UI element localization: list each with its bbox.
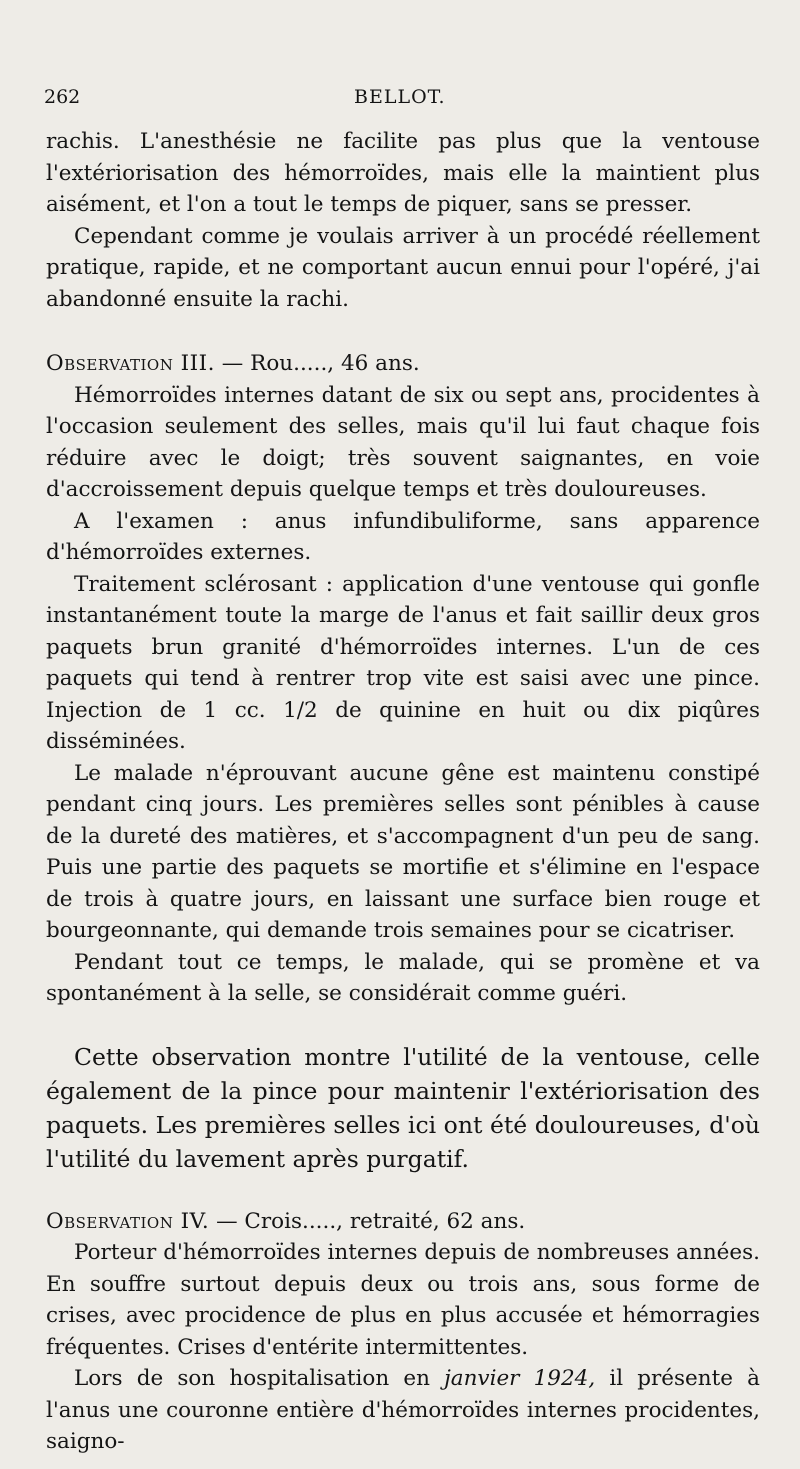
running-head-title: BELLOT. bbox=[354, 86, 446, 108]
observation-4-hospitalisation bbox=[46, 1363, 760, 1458]
page-number: 262 bbox=[44, 86, 81, 108]
observation-4-patient: — Crois....., retraité, 62 ans. bbox=[209, 1208, 526, 1234]
observation-3-heading bbox=[46, 348, 760, 380]
observation-3-outcome: Pendant tout ce temps, le malade, qui se promène et va spontanément à la selle, se considérait comme guéri. bbox=[46, 949, 760, 1006]
observation-3-patient: — Rou....., 46 ans. bbox=[214, 351, 420, 376]
paragraph-rachis: rachis. L'anesthésie ne facilite pas plus que la ventouse l'extériorisation des hémorroïdes, mais elle la maintient plus aisément, et l'on a tout le temps de piquer, sans se presser. bbox=[46, 129, 760, 217]
observation-3-course: Le malade n'éprouvant aucune gêne est maintenu constipé pendant cinq jours. Les premières selles sont pénibles à cause de la dureté des matières, et s'accompagnent d'un peu de sang. Puis une partie des paquets se mortifie et s'élimine en l'espace de trois à quatre jours, en laissant une surface bien rouge et bourgeonnante, qui demande trois semaines pour se cicatriser. bbox=[46, 760, 760, 943]
observation-3-history: Hémorroïdes internes datant de six ou sept ans, procidentes à l'occasion seulement des selles, mais qu'il lui faut chaque fois réduire avec le doigt; très souvent saignantes, en voie d'accroissement depuis quelque temps et très douloureuses. bbox=[46, 382, 760, 502]
commentary-paragraph: Cette observation montre l'utilité de la ventouse, celle également de la pince pour maintenir l'extériorisation des paquets. Les premières selles ici ont été douloureuses, d'où l'utilité du lavement après purgatif. bbox=[46, 1042, 760, 1173]
observation-3-exam: A l'examen : anus infundibuliforme, sans apparence d'hémorroïdes externes. bbox=[46, 508, 760, 565]
paragraph-procede: Cependant comme je voulais arriver à un procédé réellement pratique, rapide, et ne comportant aucun ennui pour l'opéré, j'ai abandonné ensuite la rachi. bbox=[46, 223, 760, 312]
observation-4-label: Observation IV. bbox=[46, 1208, 210, 1234]
running-head bbox=[44, 80, 744, 114]
hospitalisation-text-end: il présente à l'anus une couronne entière d'hémorroïdes internes procidentes, saigno- bbox=[46, 1366, 760, 1454]
observation-4-heading bbox=[46, 1206, 760, 1238]
observation-3-label: Observation III. bbox=[46, 351, 215, 376]
hospitalisation-date: janvier 1924, bbox=[444, 1366, 596, 1391]
observation-3-treatment: Traitement sclérosant : application d'une ventouse qui gonfle instantanément toute la marge de l'anus et fait saillir deux gros paquets brun granité d'hémorroïdes internes. L'un de ces paquets qui tend à rentrer trop vite est saisi avec une pince. Injection de 1 cc. 1/2 de quinine en huit ou dix piqûres disséminées. bbox=[46, 571, 760, 754]
hospitalisation-text-start: Lors de son hospitalisation en bbox=[74, 1366, 445, 1391]
observation-4-history: Porteur d'hémorroïdes internes depuis de nombreuses années. En souffre surtout depuis deux ou trois ans, sous forme de crises, avec procidence de plus en plus accusée et hémorragies fréquentes. Crises d'entérite intermittentes. bbox=[46, 1240, 760, 1360]
body-text bbox=[46, 126, 760, 1458]
